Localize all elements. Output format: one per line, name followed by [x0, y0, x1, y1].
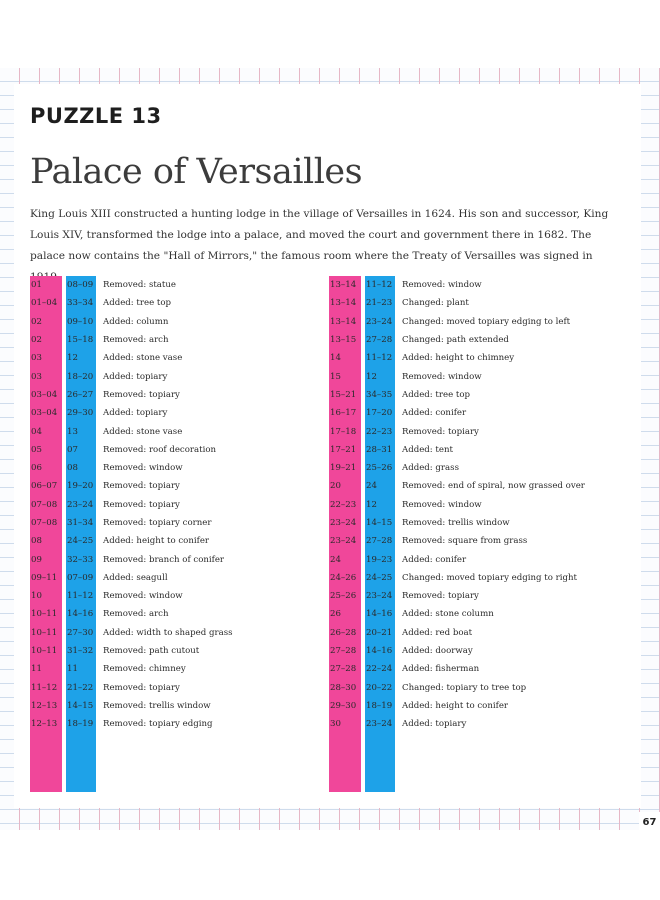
picture-b-grid-ref: 12: [366, 371, 377, 382]
difference-description: Removed: arch: [103, 335, 169, 346]
picture-a-grid-ref: 23–24: [330, 518, 357, 528]
picture-b-grid-ref: 21–22: [67, 682, 94, 693]
picture-a-grid-ref: 08: [31, 536, 42, 547]
picture-b-grid-ref: 32–33: [67, 554, 94, 565]
picture-a-grid-ref: 19–21: [330, 463, 357, 474]
picture-b-grid-ref: 31–32: [67, 646, 94, 657]
table-row: [325, 349, 585, 367]
picture-b-grid-ref: 15–18: [67, 335, 94, 346]
difference-description: Added: stone column: [402, 609, 494, 620]
table-row: [325, 532, 585, 550]
picture-a-grid-ref: 05: [31, 444, 42, 455]
picture-b-grid-ref: 27–28: [366, 536, 393, 547]
picture-a-grid-ref: 01–04: [31, 298, 58, 309]
picture-b-grid-ref: 11–12: [67, 591, 94, 602]
picture-a-grid-ref: 24–26: [330, 572, 357, 583]
picture-b-grid-ref: 24–25: [366, 572, 393, 583]
picture-a-grid-ref: 27–28: [330, 664, 357, 675]
picture-a-grid-ref: 07–08: [31, 499, 58, 510]
difference-description: Removed: arch: [103, 609, 169, 620]
intro-paragraph: King Louis XIII constructed a hunting lodge in the village of Versailles in 1624. His son and successor, King Louis XIV, transformed the lodge into a palace, and moved the court and government there in 1682. The palace now contains the "Hall of Mirrors," the famous room where the Treaty of Versailles was signed in: [30, 208, 609, 262]
picture-b-grid-ref: 34–35: [366, 389, 393, 400]
picture-b-grid-ref: 07–09: [67, 572, 94, 583]
picture-a-grid-ref: 13–15: [330, 335, 357, 346]
picture-a-grid-ref: 16–17: [330, 408, 357, 419]
picture-b-grid-ref: 26–27: [67, 389, 94, 400]
picture-b-grid-ref: 21–23: [366, 298, 393, 309]
difference-description: Removed: trellis window: [103, 700, 211, 711]
picture-a-grid-ref: 23–24: [330, 536, 357, 547]
difference-description: Removed: window: [402, 371, 482, 382]
difference-description: Added: red boat: [402, 627, 473, 638]
table-row: [325, 496, 585, 514]
difference-description: Added: doorway: [402, 646, 473, 657]
table-row: [26, 679, 233, 697]
table-row: [26, 660, 233, 678]
difference-description: Added: conifer: [402, 554, 467, 565]
difference-description: Added: seagull: [103, 572, 168, 583]
table-row: [325, 276, 585, 294]
difference-description: Added: stone vase: [103, 426, 183, 437]
picture-a-grid-ref: 11–12: [31, 682, 58, 693]
picture-a-grid-ref: 10: [31, 591, 42, 602]
picture-a-grid-ref: 09–11: [31, 572, 58, 583]
picture-b-grid-ref: 09–10: [67, 316, 94, 327]
picture-a-grid-ref: 13–14: [330, 316, 357, 327]
table-row: [325, 569, 585, 587]
difference-description: Added: fisherman: [402, 664, 480, 675]
table-row: [26, 441, 233, 459]
picture-a-grid-ref: 17–18: [330, 426, 357, 437]
difference-description: Removed: topiary: [103, 499, 180, 510]
picture-b-grid-ref: 19–23: [366, 554, 393, 565]
table-row: [325, 386, 585, 404]
table-row: [325, 605, 585, 623]
picture-b-grid-ref: 13: [67, 426, 78, 437]
picture-a-grid-ref: 06–07: [31, 481, 58, 492]
table-row: [26, 569, 233, 587]
picture-a-grid-ref: 04: [31, 426, 42, 437]
picture-b-grid-ref: 19–20: [67, 481, 94, 492]
left-differences-table: [26, 276, 233, 733]
table-row: [26, 715, 233, 733]
table-row: [325, 459, 585, 477]
table-row: [26, 313, 233, 331]
picture-b-grid-ref: 11–12: [366, 353, 393, 364]
picture-b-grid-ref: 20–21: [366, 627, 393, 638]
table-row: [325, 642, 585, 660]
difference-description: Removed: topiary: [402, 591, 479, 602]
difference-description: Added: grass: [402, 463, 459, 474]
table-row: [26, 459, 233, 477]
picture-b-grid-ref: 27–28: [366, 335, 393, 346]
table-row: [325, 715, 585, 733]
table-row: [26, 349, 233, 367]
difference-description: Added: topiary: [402, 719, 467, 730]
picture-b-grid-ref: 24–25: [67, 536, 94, 547]
picture-a-grid-ref: 02: [31, 316, 42, 327]
picture-a-grid-ref: 03–04: [31, 389, 58, 400]
picture-b-grid-ref: 31–34: [67, 518, 94, 528]
picture-b-grid-ref: 07: [67, 444, 78, 455]
table-row: [325, 313, 585, 331]
picture-a-grid-ref: 10–11: [31, 627, 58, 638]
difference-description: Removed: window: [103, 463, 183, 474]
table-row: [325, 679, 585, 697]
table-row: [26, 550, 233, 568]
difference-description: Added: tree top: [103, 298, 172, 309]
difference-description: Removed: end of spiral, now grassed over: [402, 481, 585, 492]
difference-description: Changed: moved topiary edging to right: [402, 572, 577, 583]
table-row: [325, 294, 585, 312]
picture-a-grid-ref: 25–26: [330, 591, 357, 602]
difference-description: Removed: topiary edging: [103, 719, 213, 730]
table-row: [26, 367, 233, 385]
picture-b-grid-ref: 29–30: [67, 408, 94, 419]
page-title: Palace of Versailles: [30, 152, 363, 192]
difference-description: Removed: topiary: [402, 426, 479, 437]
picture-b-grid-ref: 14–16: [366, 646, 393, 657]
table-row: [26, 404, 233, 422]
picture-b-grid-ref: 28–31: [366, 444, 393, 455]
picture-b-grid-ref: 18–19: [366, 700, 393, 711]
picture-b-grid-ref: 23–24: [366, 719, 393, 730]
picture-a-grid-ref: 03: [31, 353, 42, 364]
picture-a-grid-ref: 10–11: [31, 646, 58, 657]
table-row: [26, 532, 233, 550]
difference-description: Removed: topiary: [103, 389, 180, 400]
difference-description: Added: stone vase: [103, 353, 183, 364]
difference-description: Removed: branch of conifer: [103, 554, 225, 565]
table-row: [325, 587, 585, 605]
difference-description: Added: conifer: [402, 408, 467, 419]
picture-b-grid-ref: 22–23: [366, 426, 393, 437]
difference-description: Added: tree top: [402, 389, 471, 400]
picture-b-grid-ref: 20–22: [366, 682, 393, 693]
table-row: [26, 386, 233, 404]
right-differences-table: [325, 276, 585, 733]
picture-a-grid-ref: 02: [31, 335, 42, 346]
picture-a-grid-ref: 29–30: [330, 700, 357, 711]
puzzle-label: PUZZLE 13: [30, 104, 162, 128]
table-row: [325, 660, 585, 678]
picture-a-grid-ref: 10–11: [31, 609, 58, 620]
picture-a-grid-ref: 24: [330, 554, 341, 565]
picture-b-grid-ref: 33–34: [67, 298, 94, 309]
picture-a-grid-ref: 03: [31, 371, 42, 382]
table-row: [325, 550, 585, 568]
picture-a-grid-ref: 14: [330, 353, 341, 364]
difference-description: Added: height to chimney: [402, 353, 515, 364]
picture-b-grid-ref: 17–20: [366, 408, 393, 419]
picture-b-grid-ref: 08: [67, 463, 78, 474]
table-row: [325, 624, 585, 642]
picture-b-grid-ref: 23–24: [67, 499, 94, 510]
picture-a-grid-ref: 01: [31, 280, 42, 291]
picture-b-grid-ref: 14–16: [67, 609, 94, 620]
difference-description: Added: width to shaped grass: [103, 627, 233, 638]
picture-a-grid-ref: 09: [31, 554, 42, 565]
difference-description: Added: height to conifer: [402, 700, 509, 711]
table-row: [325, 404, 585, 422]
table-row: [325, 514, 585, 532]
table-row: [26, 697, 233, 715]
picture-a-grid-ref: 30: [330, 719, 341, 730]
table-row: [26, 605, 233, 623]
table-row: [325, 477, 585, 495]
table-row: [26, 514, 233, 532]
picture-b-grid-ref: 23–24: [366, 316, 393, 327]
table-row: [26, 477, 233, 495]
picture-a-grid-ref: 22–23: [330, 499, 357, 510]
difference-description: Added: topiary: [103, 408, 168, 419]
difference-description: Removed: path cutout: [103, 646, 200, 657]
table-row: [325, 331, 585, 349]
picture-b-grid-ref: 27–30: [67, 627, 94, 638]
difference-description: Changed: path extended: [402, 335, 509, 346]
picture-a-grid-ref: 20: [330, 481, 341, 492]
picture-a-grid-ref: 15: [330, 371, 341, 382]
table-row: [26, 624, 233, 642]
picture-b-grid-ref: 08–09: [67, 280, 94, 291]
table-row: [26, 422, 233, 440]
difference-description: Changed: moved topiary edging to left: [402, 316, 571, 327]
page-number: 67: [639, 812, 660, 832]
table-row: [26, 276, 233, 294]
picture-a-grid-ref: 03–04: [31, 408, 58, 419]
difference-description: Removed: trellis window: [402, 518, 510, 528]
picture-a-grid-ref: 06: [31, 463, 42, 474]
picture-b-grid-ref: 24: [366, 481, 377, 492]
picture-a-grid-ref: 15–21: [330, 389, 357, 400]
picture-b-grid-ref: 18–19: [67, 719, 94, 730]
picture-a-grid-ref: 17–21: [330, 444, 357, 455]
picture-a-grid-ref: 12–13: [31, 700, 58, 711]
table-row: [26, 294, 233, 312]
table-row: [26, 642, 233, 660]
picture-b-grid-ref: 14–15: [366, 518, 393, 528]
difference-description: Added: height to conifer: [103, 536, 210, 547]
picture-a-grid-ref: 27–28: [330, 646, 357, 657]
difference-description: Removed: topiary: [103, 682, 180, 693]
picture-b-grid-ref: 11: [67, 664, 78, 675]
table-row: [325, 422, 585, 440]
picture-b-grid-ref: 14–16: [366, 609, 393, 620]
picture-a-grid-ref: 26: [330, 609, 341, 620]
difference-description: Removed: window: [402, 280, 482, 291]
picture-b-grid-ref: 22–24: [366, 664, 393, 675]
picture-b-grid-ref: 23–24: [366, 591, 393, 602]
difference-description: Removed: topiary corner: [103, 518, 212, 528]
picture-b-grid-ref: 18–20: [67, 371, 94, 382]
difference-description: Removed: statue: [103, 280, 177, 291]
difference-description: Added: tent: [402, 444, 453, 455]
difference-description: Removed: chimney: [103, 664, 186, 675]
table-row: [325, 367, 585, 385]
difference-description: Added: topiary: [103, 371, 168, 382]
picture-a-grid-ref: 13–14: [330, 298, 357, 309]
picture-a-grid-ref: 11: [31, 664, 42, 675]
picture-a-grid-ref: 12–13: [31, 719, 58, 730]
difference-description: Changed: plant: [402, 298, 469, 309]
picture-a-grid-ref: 13–14: [330, 280, 357, 291]
difference-description: Removed: window: [103, 591, 183, 602]
difference-description: Removed: topiary: [103, 481, 180, 492]
table-row: [325, 697, 585, 715]
table-row: [26, 496, 233, 514]
difference-description: Removed: square from grass: [402, 536, 528, 547]
table-row: [325, 441, 585, 459]
picture-b-grid-ref: 11–12: [366, 280, 393, 291]
picture-b-grid-ref: 12: [67, 353, 78, 364]
picture-b-grid-ref: 25–26: [366, 463, 393, 474]
difference-description: Added: column: [103, 316, 169, 327]
picture-a-grid-ref: 28–30: [330, 682, 357, 693]
picture-a-grid-ref: 07–08: [31, 518, 58, 528]
picture-b-grid-ref: 12: [366, 499, 377, 510]
picture-a-grid-ref: 26–28: [330, 627, 357, 638]
difference-description: Removed: window: [402, 499, 482, 510]
picture-b-grid-ref: 14–15: [67, 700, 94, 711]
difference-description: Changed: topiary to tree top: [402, 682, 527, 693]
difference-description: Removed: roof decoration: [103, 444, 217, 455]
table-row: [26, 587, 233, 605]
table-row: [26, 331, 233, 349]
